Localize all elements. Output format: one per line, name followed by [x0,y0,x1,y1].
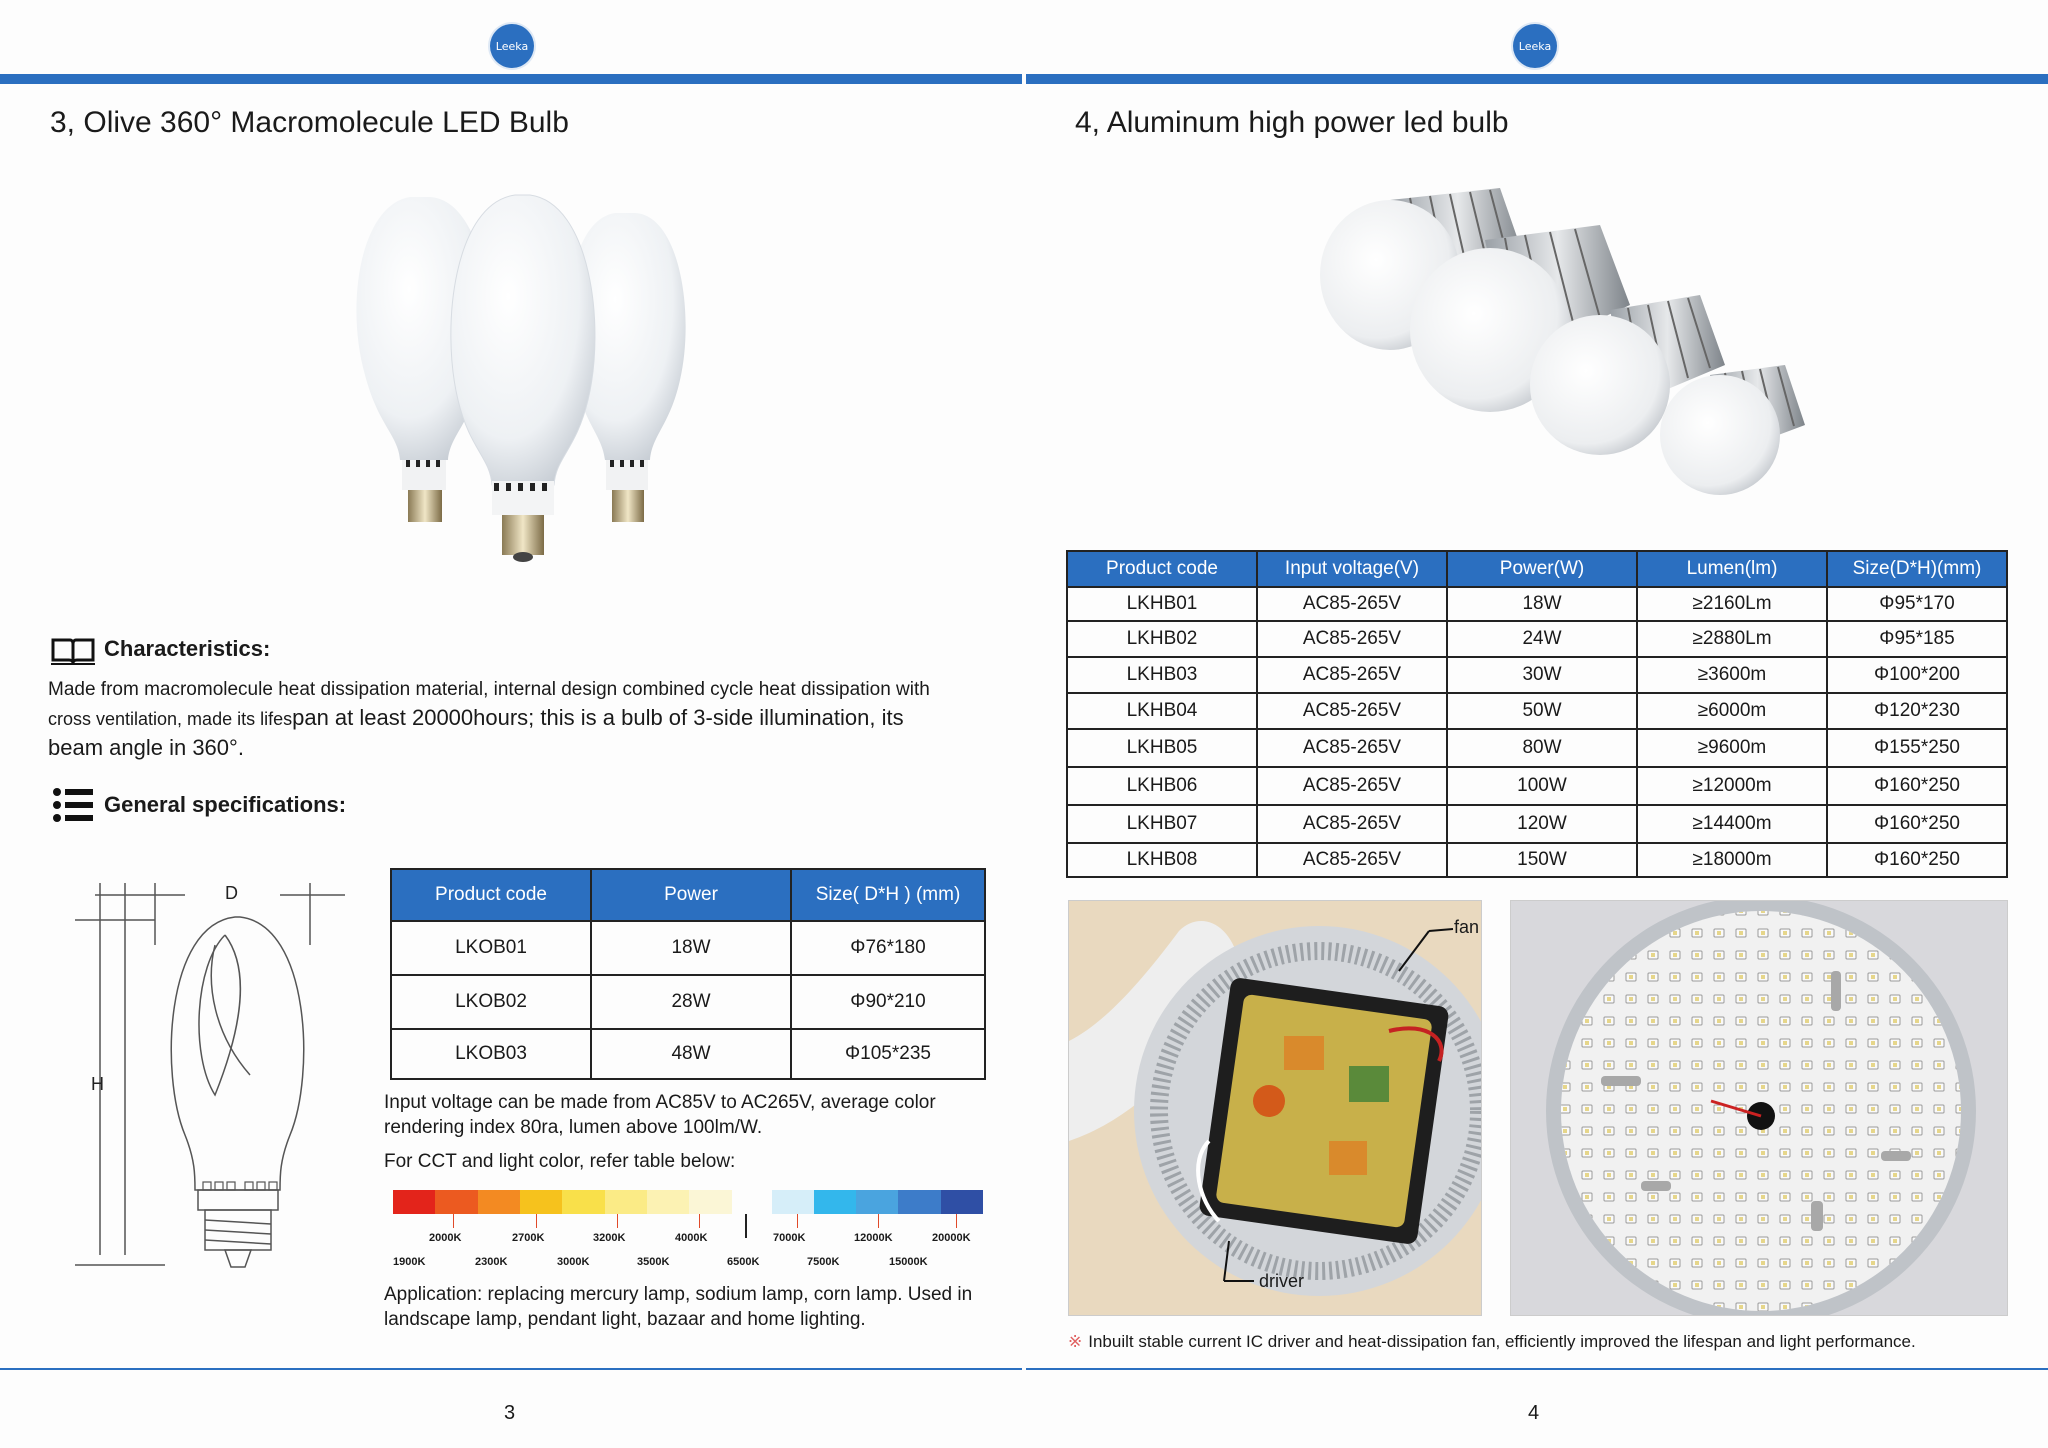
table-cell: LKHB05 [1067,729,1257,767]
table-cell: LKOB02 [391,975,591,1029]
table-header-cell: Product code [391,869,591,921]
cct-divider [745,1214,747,1238]
book-icon [50,636,96,666]
table-cell: LKHB01 [1067,587,1257,621]
table-cell: 18W [591,921,791,975]
driver-fan-photo [1068,900,1482,1316]
table-header-cell: Power [591,869,791,921]
table-cell: 100W [1447,767,1637,805]
list-icon [52,787,94,823]
cct-swatch [478,1190,520,1214]
table-header-cell: Size(D*H)(mm) [1827,551,2007,587]
cct-top-label: 2700K [512,1232,545,1244]
table-cell: ≥12000m [1637,767,1827,805]
table-cell: AC85-265V [1257,621,1447,657]
table-cell: ≥9600m [1637,729,1827,767]
table-cell: 48W [591,1029,791,1079]
cct-swatch [647,1190,689,1214]
driver-fan-illustration [1069,901,1481,1315]
cct-swatch [689,1190,731,1214]
table-header-cell: Power(W) [1447,551,1637,587]
cct-swatch [898,1190,940,1214]
fan-label: fan [1454,917,1480,937]
table-row [391,1029,985,1079]
application-line-2: landscape lamp, pendant light, bazaar and home lighting. [384,1309,866,1330]
table-cell: LKHB04 [1067,693,1257,729]
led-board-photo [1510,900,2008,1316]
cct-top-label: 3200K [593,1232,626,1244]
table-cell: AC85-265V [1257,805,1447,843]
cct-tick [617,1214,618,1228]
characteristics-heading: Characteristics: [104,636,271,661]
table-cell: ≥18000m [1637,843,1827,877]
table-cell: 120W [1447,805,1637,843]
table-row [1067,587,2007,621]
table-cell: 30W [1447,657,1637,693]
cct-top-label: 20000K [932,1232,971,1244]
table-header-cell: Product code [1067,551,1257,587]
cct-swatch [562,1190,604,1214]
note-text: Inbuilt stable current IC driver and heat-dissipation fan, efficiently improved the lifespan and light performance. [1088,1332,1916,1351]
cct-swatches [393,1190,983,1214]
table-cell: Φ160*250 [1827,767,2007,805]
cct-top-label: 2000K [429,1232,462,1244]
table-cell: 18W [1447,587,1637,621]
characteristics-line-3: beam angle in 360°. [48,735,244,760]
table-cell: Φ105*235 [791,1029,985,1079]
table-header-cell: Input voltage(V) [1257,551,1447,587]
table-row [1067,621,2007,657]
table-cell: LKHB03 [1067,657,1257,693]
page-number: 3 [504,1402,516,1424]
page-title: 4, Aluminum high power led bulb [1075,106,1509,139]
cct-top-label: 7000K [773,1232,806,1244]
cct-swatch [941,1190,983,1214]
table-cell: Φ76*180 [791,921,985,975]
voltage-text [384,1090,1004,1140]
table-cell: 80W [1447,729,1637,767]
table-cell: Φ160*250 [1827,843,2007,877]
table-cell: LKHB07 [1067,805,1257,843]
cct-bottom-label: 7500K [807,1256,840,1268]
table-cell: ≥2160Lm [1637,587,1827,621]
cct-top-label: 4000K [675,1232,708,1244]
table-row [391,975,985,1029]
table-row [1067,843,2007,877]
footer-rule [1026,1368,2048,1370]
application-line-1: Application: replacing mercury lamp, sodium lamp, corn lamp. Used in [384,1284,973,1305]
cct-tick [878,1214,879,1228]
cct-intro-text: For CCT and light color, refer table below: [384,1151,736,1172]
table-cell: ≥14400m [1637,805,1827,843]
table-cell: 24W [1447,621,1637,657]
cct-bottom-label: 3000K [557,1256,590,1268]
footer-rule [0,1368,1022,1370]
table-header-row [1067,551,2007,587]
cct-bottom-label: 2300K [475,1256,508,1268]
table-cell: Φ120*230 [1827,693,2007,729]
characteristics-line-1: Made from macromolecule heat dissipation material, internal design combined cycle heat dissipation with [48,679,930,700]
table-cell: 28W [591,975,791,1029]
table-cell: Φ100*200 [1827,657,2007,693]
table-header-cell: Lumen(lm) [1637,551,1827,587]
characteristics-text [48,676,988,762]
note-line [1068,1332,1916,1352]
cct-tick [956,1214,957,1228]
olive-spec-table [390,868,986,1080]
table-cell: AC85-265V [1257,843,1447,877]
brand-logo: Leeka [490,24,534,68]
cct-swatch [393,1190,435,1214]
voltage-line-2: rendering index 80ra, lumen above 100lm/W. [384,1117,763,1138]
diagram-d-label: D [225,883,238,903]
table-cell: AC85-265V [1257,587,1447,621]
table-cell: 50W [1447,693,1637,729]
table-cell: AC85-265V [1257,767,1447,805]
cct-tick [699,1214,700,1228]
table-cell: 150W [1447,843,1637,877]
characteristics-line-2b: pan at least 20000hours; this is a bulb of 3-side illumination, its [292,705,904,730]
cct-swatch [856,1190,898,1214]
application-text [384,1282,1004,1332]
table-row [391,921,985,975]
table-cell: AC85-265V [1257,729,1447,767]
cct-tick [453,1214,454,1228]
table-row [1067,729,2007,767]
cct-swatch [435,1190,477,1214]
cct-top-label: 12000K [854,1232,893,1244]
table-row [1067,693,2007,729]
driver-label: driver [1259,1271,1305,1291]
table-cell: Φ95*170 [1827,587,2007,621]
led-board-illustration [1511,901,2007,1315]
table-cell: LKOB03 [391,1029,591,1079]
table-cell: Φ160*250 [1827,805,2007,843]
brand-logo: Leeka [1513,24,1557,68]
aluminum-spec-table [1066,550,2008,878]
olive-bulbs-photo [340,185,720,575]
bulb-dimension-diagram [55,875,355,1285]
characteristics-line-2a: cross ventilation, made its lifes [48,709,293,729]
table-header-cell: Size( D*H ) (mm) [791,869,985,921]
table-cell: AC85-265V [1257,657,1447,693]
note-mark-icon: ※ [1068,1332,1083,1351]
cct-swatch [520,1190,562,1214]
spec-heading: General specifications: [104,792,347,817]
cct-tick [536,1214,537,1228]
cct-bottom-label: 3500K [637,1256,670,1268]
table-cell: Φ90*210 [791,975,985,1029]
cct-bottom-label: 6500K [727,1256,760,1268]
cct-bottom-label: 15000K [889,1256,928,1268]
header-rule [1026,74,2048,84]
table-cell: ≥3600m [1637,657,1827,693]
cct-tick [797,1214,798,1228]
table-row [1067,657,2007,693]
table-cell: Φ95*185 [1827,621,2007,657]
cct-bottom-label: 1900K [393,1256,426,1268]
characteristics-line-2 [48,704,988,734]
table-row [1067,805,2007,843]
table-cell: LKHB08 [1067,843,1257,877]
cct-swatch [814,1190,856,1214]
table-header-row [391,869,985,921]
table-cell: LKHB02 [1067,621,1257,657]
table-cell: Φ155*250 [1827,729,2007,767]
table-cell: AC85-265V [1257,693,1447,729]
header-rule [0,74,1022,84]
aluminum-bulbs-photo [1310,180,1870,510]
table-cell: ≥6000m [1637,693,1827,729]
diagram-h-label: H [91,1074,104,1094]
page-title: 3, Olive 360° Macromolecule LED Bulb [50,106,569,139]
table-cell: LKHB06 [1067,767,1257,805]
page-number: 4 [1528,1402,1540,1424]
table-cell: LKOB01 [391,921,591,975]
table-row [1067,767,2007,805]
cct-swatch [605,1190,647,1214]
voltage-line-1: Input voltage can be made from AC85V to AC265V, average color [384,1092,936,1113]
table-cell: ≥2880Lm [1637,621,1827,657]
cct-swatch [772,1190,814,1214]
